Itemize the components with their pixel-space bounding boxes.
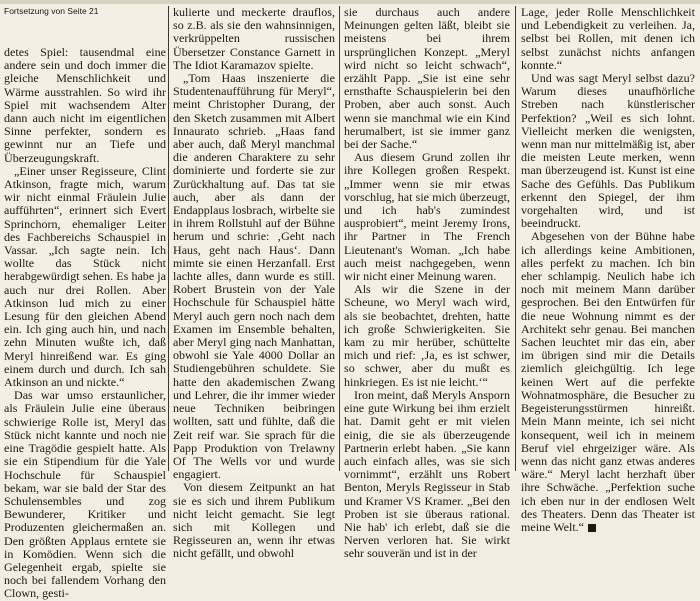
paragraph: „Einer unser Regisseure, Clint Atkinson, fragte mich, warum wir nicht einmal Fräulein Julie aufführten“, erinnert sich Evert Sprinchorn, ehemaliger Leiter des Fachbereichs Schauspiel in Vassar. „Ich sagte nein. Ich wollte das Stück nicht herabgewürdigt sehen. Es habe ja auch nur drei Rollen. Aber Atkinson lud mich zu einer Lesung für den gleichen Abend ein. Ich ging auch hin, und nach zehn Minuten wußte ich, daß Meryl hinreißend war. Es ging einem durch und durch. Ich sah Atkinson an und nickte.“ (4, 163, 166, 390)
paragraph: Lage, jeder Rolle Menschlichkeit und Lebendigkeit zu verleihen. Ja, selbst bei Rollen, mit denen ich selbst zunächst nichts anfangen konnte.“ (521, 5, 695, 72)
end-of-article-mark (588, 524, 596, 532)
column-divider (339, 6, 340, 471)
paragraph-text: Abgesehen von der Bühne habe ich allerdings keine Ambitionen, alles perfekt zu machen. Ich bin eher schlampig. Neulich habe ich noch mit meinem Mann darüber gesprochen. Bei den Entwürfen für die neue Wohnung nimmt es der Architekt sehr genau. Bei manchen Sachen leuchtet mir das ein, aber im übrigen sind mir die Details ziemlich gleichgültig. Ich lege keinen Wert auf die perfekte Wohnatmosphäre, die Besucher zu Begeisterungsstürmen hinreißt. Mein Mann meinte, ich sei nicht konsequent, weil ich in meinem Beruf viel ehrgeiziger wäre. Als wenn das nicht ganz etwas anderes wäre.“ Meryl lacht herzhaft über ihre Schwäche. „Perfektion suche ich eben nur in der endlosen Welt des Theaters. Denn das Theater ist meine Welt.“ (521, 229, 695, 534)
paragraph: Das war umso erstaunlicher, als Fräulein Julie eine überaus schwierige Rolle ist, Meryl das Stück nicht kannte und noch nie eine Tragödie gespielt hatte. Als sie ein Stipendium für die Yale Hochschule für Schauspiel bekam, war sie bald der Star des Schulensembles und zog Bewunderer, Kritiker und Produzenten gleichermaßen an. Den größten Applaus erntete sie in Komödien. Wenn sich die Gelegenheit ergab, spielte sie noch bei fallendem Vorhang den Clown, gesti- (4, 388, 166, 601)
paragraph: Aus diesem Grund zollen ihr ihre Kollegen großen Respekt. „Immer wenn sie mir etwas vorschlug, hat sie mich überzeugt, und ich hab's zumindest ausprobiert“, meint Jeremy Irons, ihr Partner in The French Lieutenant's Woman. „Ich habe auch meist nachgegeben, wenn wir nicht einer Meinung waren. (344, 150, 510, 284)
paragraph: kulierte und meckerte drauflos, so z.B. als sie den wahnsinnigen, verkrüppelten russischen Übersetzer Constance Garnett in The Idiot Karamazov spielte. (173, 5, 335, 72)
column-divider (515, 6, 516, 471)
paragraph: sie durchaus auch andere Meinungen gelten läßt, bleibt sie meistens bei ihrem ursprünglichen Konzept. „Meryl wird nicht so leicht schwach“, erzählt Papp. „Sie ist eine sehr ernsthafte Schauspielerin bei den Proben, aber auch sonst. Auch wenn sie manchmal wie ein Kind herumalbert, ist sie immer ganz bei der Sache.“ (344, 5, 510, 152)
paragraph: detes Spiel: tausendmal eine andere sein und doch immer die gleiche Menschlichkeit und Wärme ausstrahlen. So wird ihr Spiel mit wachsendem Alter dann auch nicht im eigentlichen Sinne perfekter, sondern es gewinnt nur an Tiefe und Überzeugungskraft. (4, 45, 166, 165)
paragraph: „Tom Haas inszenierte die Studentenaufführung für Meryl“, meint Christopher Durang, der den Sketch zusammen mit Albert Innaurato schrieb. „Haas fand aber auch, daß Meryl manchmal die anderen Charaktere zu sehr dominierte und forderte sie zur Zurückhaltung auf. Das tat sie auch, aber als dann der Endapplaus losbrach, wirbelte sie in ihrem Rollstuhl auf der Bühne herum und schrie: ‚Geht nach Haus, geht nach Haus‘. Dann mimte sie einen Herzanfall. Erst lachte alles, dann wurde es still. Robert Brustein von der Yale Hochschule für Schauspiel hätte Meryl auch gern noch nach dem Examen im Ensemble behalten, aber Meryl ging nach Manhattan, obwohl sie Yale 4000 Dollar an Studiengebühren schuldete. Sie hatte den akademischen Zwang und Lehrer, die ihr immer wieder neue Techniken beibringen wollten, satt und fühlte, daß die Zeit reif war. Sie sprach für die Papp Produktion von Trelawny Of The Wells vor und wurde engagiert. (173, 71, 335, 482)
top-edge (0, 0, 700, 4)
paragraph (521, 230, 695, 534)
article-column-1 (4, 6, 166, 601)
article-column-3 (344, 5, 510, 561)
paragraph: Iron meint, daß Meryls Ansporn eine gute Wirkung bei ihm erzielt hat. Damit geht er mit vielen einig, die sie als überzeugende Partnerin erlebt haben. „Sie kann auch einfach alles, was sie sich vornimmt“, erzählt uns Robert Benton, Meryls Regisseur in Stab und Kramer VS Kramer. „Bei den Proben ist sie überaus rational. Nie hab' ich erlebt, daß sie die Nerven verloren hat. Sie wirkt sehr souverän und ist in der (344, 387, 510, 561)
column-divider (168, 6, 169, 471)
article-column-2 (173, 5, 335, 561)
article-column-4 (521, 5, 695, 534)
paragraph: Von diesem Zeitpunkt an hat sie es sich und ihrem Publikum nicht leicht gemacht. Sie legt sich mit Kollegen und Regisseuren an, wenn ihr etwas nicht gefällt, und obwohl (173, 480, 335, 561)
continuation-note: Fortsetzung von Seite 21 (4, 6, 99, 16)
paragraph: Als wir die Szene in der Scheune, wo Meryl wach wird, als sie beobachtet, drehten, hatte ich große Schwierigkeiten. Sie kam zu mir herüber, schüttelte mich und rief: ‚Ja, es ist schwer, so schwer, aber du mußt es hinkriegen. Es ist nie leicht.‘“ (344, 282, 510, 389)
paragraph: Und was sagt Meryl selbst dazu? Warum dieses unaufhörliche Streben nach künstlerischer Perfektion? „Weil es sich lohnt. Vielleicht merken die wenigsten, wenn man nur mittelmäßig ist, aber die meisten Leute merken, wenn man überzeugend ist. Kunst ist eine Sache des Gefühls. Das Publikum erkennt den Spiegel, der ihm vorgehalten wird, und ist beeindruckt. (521, 71, 695, 231)
